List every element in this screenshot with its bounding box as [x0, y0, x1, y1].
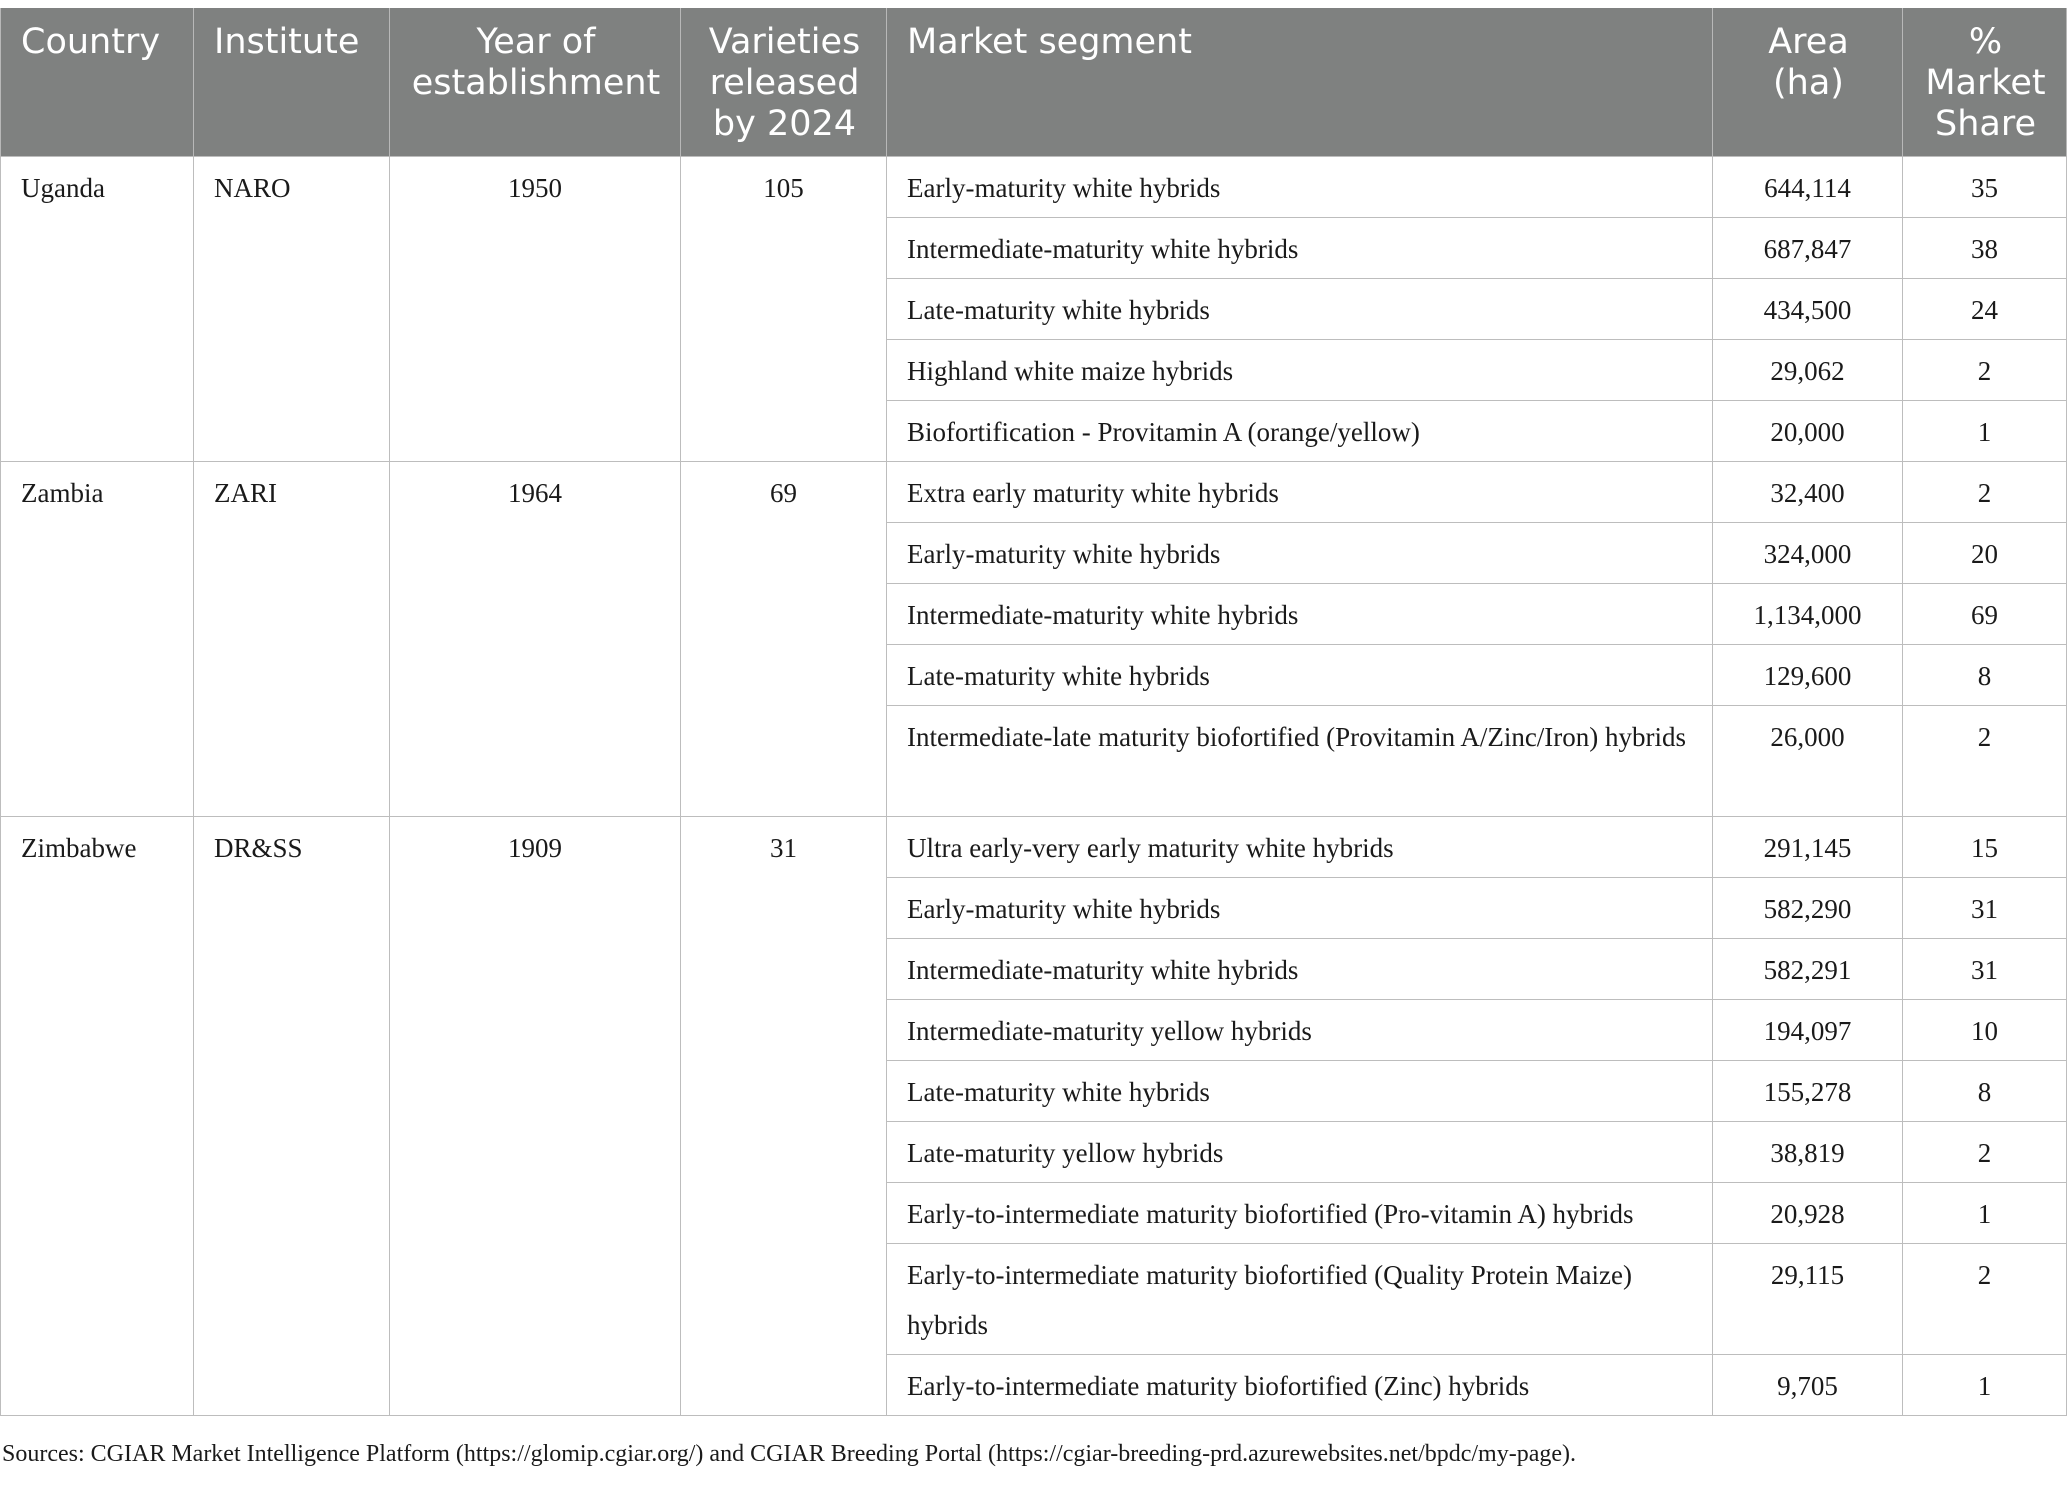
header-varieties-line: by 2024 [712, 104, 857, 144]
area-cell: 29,115 [1713, 1244, 1903, 1355]
area-cell: 1,134,000 [1713, 584, 1903, 645]
area-cell: 29,062 [1713, 340, 1903, 401]
header-year [390, 8, 681, 157]
share-cell: 1 [1903, 1355, 2067, 1416]
share-cell: 1 [1903, 401, 2067, 462]
segment-cell: Highland white maize hybrids [887, 340, 1713, 401]
area-cell: 20,000 [1713, 401, 1903, 462]
header-share-line: % [1968, 22, 2003, 62]
header-varieties [681, 8, 887, 157]
area-cell: 155,278 [1713, 1061, 1903, 1122]
segment-cell: Ultra early-very early maturity white hybrids [887, 817, 1713, 878]
share-cell: 31 [1903, 878, 2067, 939]
institute-cell: DR&SS [194, 817, 390, 1416]
segment-cell: Intermediate-maturity white hybrids [887, 584, 1713, 645]
header-area-line: Area [1768, 22, 1849, 62]
varieties-cell: 31 [681, 817, 887, 1416]
country-cell: Zambia [1, 462, 194, 817]
share-cell: 8 [1903, 1061, 2067, 1122]
share-cell: 2 [1903, 706, 2067, 817]
segment-cell: Intermediate-maturity yellow hybrids [887, 1000, 1713, 1061]
header-row [1, 8, 2067, 157]
year-cell: 1909 [390, 817, 681, 1416]
country-cell: Uganda [1, 157, 194, 462]
share-cell: 2 [1903, 340, 2067, 401]
share-cell: 15 [1903, 817, 2067, 878]
share-cell: 24 [1903, 279, 2067, 340]
varieties-cell: 69 [681, 462, 887, 817]
share-cell: 2 [1903, 462, 2067, 523]
header-institute: Institute [194, 8, 390, 157]
table-row [1, 817, 2067, 878]
area-cell: 324,000 [1713, 523, 1903, 584]
table-container [0, 8, 2066, 1416]
share-cell: 2 [1903, 1244, 2067, 1355]
segment-cell: Extra early maturity white hybrids [887, 462, 1713, 523]
header-segment: Market segment [887, 8, 1713, 157]
area-cell: 38,819 [1713, 1122, 1903, 1183]
segment-cell: Early-maturity white hybrids [887, 523, 1713, 584]
table-body [1, 157, 2067, 1416]
share-cell: 38 [1903, 218, 2067, 279]
area-cell: 9,705 [1713, 1355, 1903, 1416]
share-cell: 8 [1903, 645, 2067, 706]
share-cell: 1 [1903, 1183, 2067, 1244]
institute-cell: ZARI [194, 462, 390, 817]
area-cell: 194,097 [1713, 1000, 1903, 1061]
area-cell: 687,847 [1713, 218, 1903, 279]
share-cell: 35 [1903, 157, 2067, 218]
segment-cell: Early-maturity white hybrids [887, 157, 1713, 218]
area-cell: 582,291 [1713, 939, 1903, 1000]
area-cell: 26,000 [1713, 706, 1903, 817]
market-segment-table [0, 8, 2067, 1416]
share-cell: 69 [1903, 584, 2067, 645]
table-row [1, 157, 2067, 218]
header-share-line: Share [1934, 104, 2036, 144]
segment-cell: Intermediate-maturity white hybrids [887, 218, 1713, 279]
segment-cell: Early-to-intermediate maturity biofortified (Quality Protein Maize) hybrids [887, 1244, 1713, 1355]
segment-cell: Intermediate-maturity white hybrids [887, 939, 1713, 1000]
area-cell: 291,145 [1713, 817, 1903, 878]
segment-cell: Early-to-intermediate maturity biofortified (Zinc) hybrids [887, 1355, 1713, 1416]
header-varieties-line: released [709, 63, 860, 103]
country-cell: Zimbabwe [1, 817, 194, 1416]
table-row [1, 462, 2067, 523]
header-area-line: (ha) [1773, 63, 1844, 103]
source-note: Sources: CGIAR Market Intelligence Platform (https://glomip.cgiar.org/) and CGIAR Breeding Portal (https://cgiar-breeding-prd.azurewebsites.net/bpdc/my-page). [2, 1441, 1577, 1467]
share-cell: 2 [1903, 1122, 2067, 1183]
header-share [1903, 8, 2067, 157]
share-cell: 31 [1903, 939, 2067, 1000]
area-cell: 32,400 [1713, 462, 1903, 523]
segment-cell: Late-maturity white hybrids [887, 645, 1713, 706]
area-cell: 20,928 [1713, 1183, 1903, 1244]
segment-cell: Biofortification - Provitamin A (orange/yellow) [887, 401, 1713, 462]
share-cell: 10 [1903, 1000, 2067, 1061]
segment-cell: Early-maturity white hybrids [887, 878, 1713, 939]
area-cell: 129,600 [1713, 645, 1903, 706]
varieties-cell: 105 [681, 157, 887, 462]
header-country: Country [1, 8, 194, 157]
area-cell: 644,114 [1713, 157, 1903, 218]
segment-cell: Late-maturity white hybrids [887, 1061, 1713, 1122]
area-cell: 434,500 [1713, 279, 1903, 340]
year-cell: 1950 [390, 157, 681, 462]
header-area [1713, 8, 1903, 157]
segment-cell: Late-maturity yellow hybrids [887, 1122, 1713, 1183]
segment-cell: Late-maturity white hybrids [887, 279, 1713, 340]
header-share-line: Market [1925, 63, 2046, 103]
segment-cell: Intermediate-late maturity biofortified (Provitamin A/Zinc/Iron) hybrids [887, 706, 1713, 817]
header-year-line: Year of [476, 22, 596, 62]
institute-cell: NARO [194, 157, 390, 462]
year-cell: 1964 [390, 462, 681, 817]
header-year-line: establishment [411, 63, 661, 103]
area-cell: 582,290 [1713, 878, 1903, 939]
header-varieties-line: Varieties [708, 22, 861, 62]
segment-cell: Early-to-intermediate maturity biofortified (Pro-vitamin A) hybrids [887, 1183, 1713, 1244]
share-cell: 20 [1903, 523, 2067, 584]
